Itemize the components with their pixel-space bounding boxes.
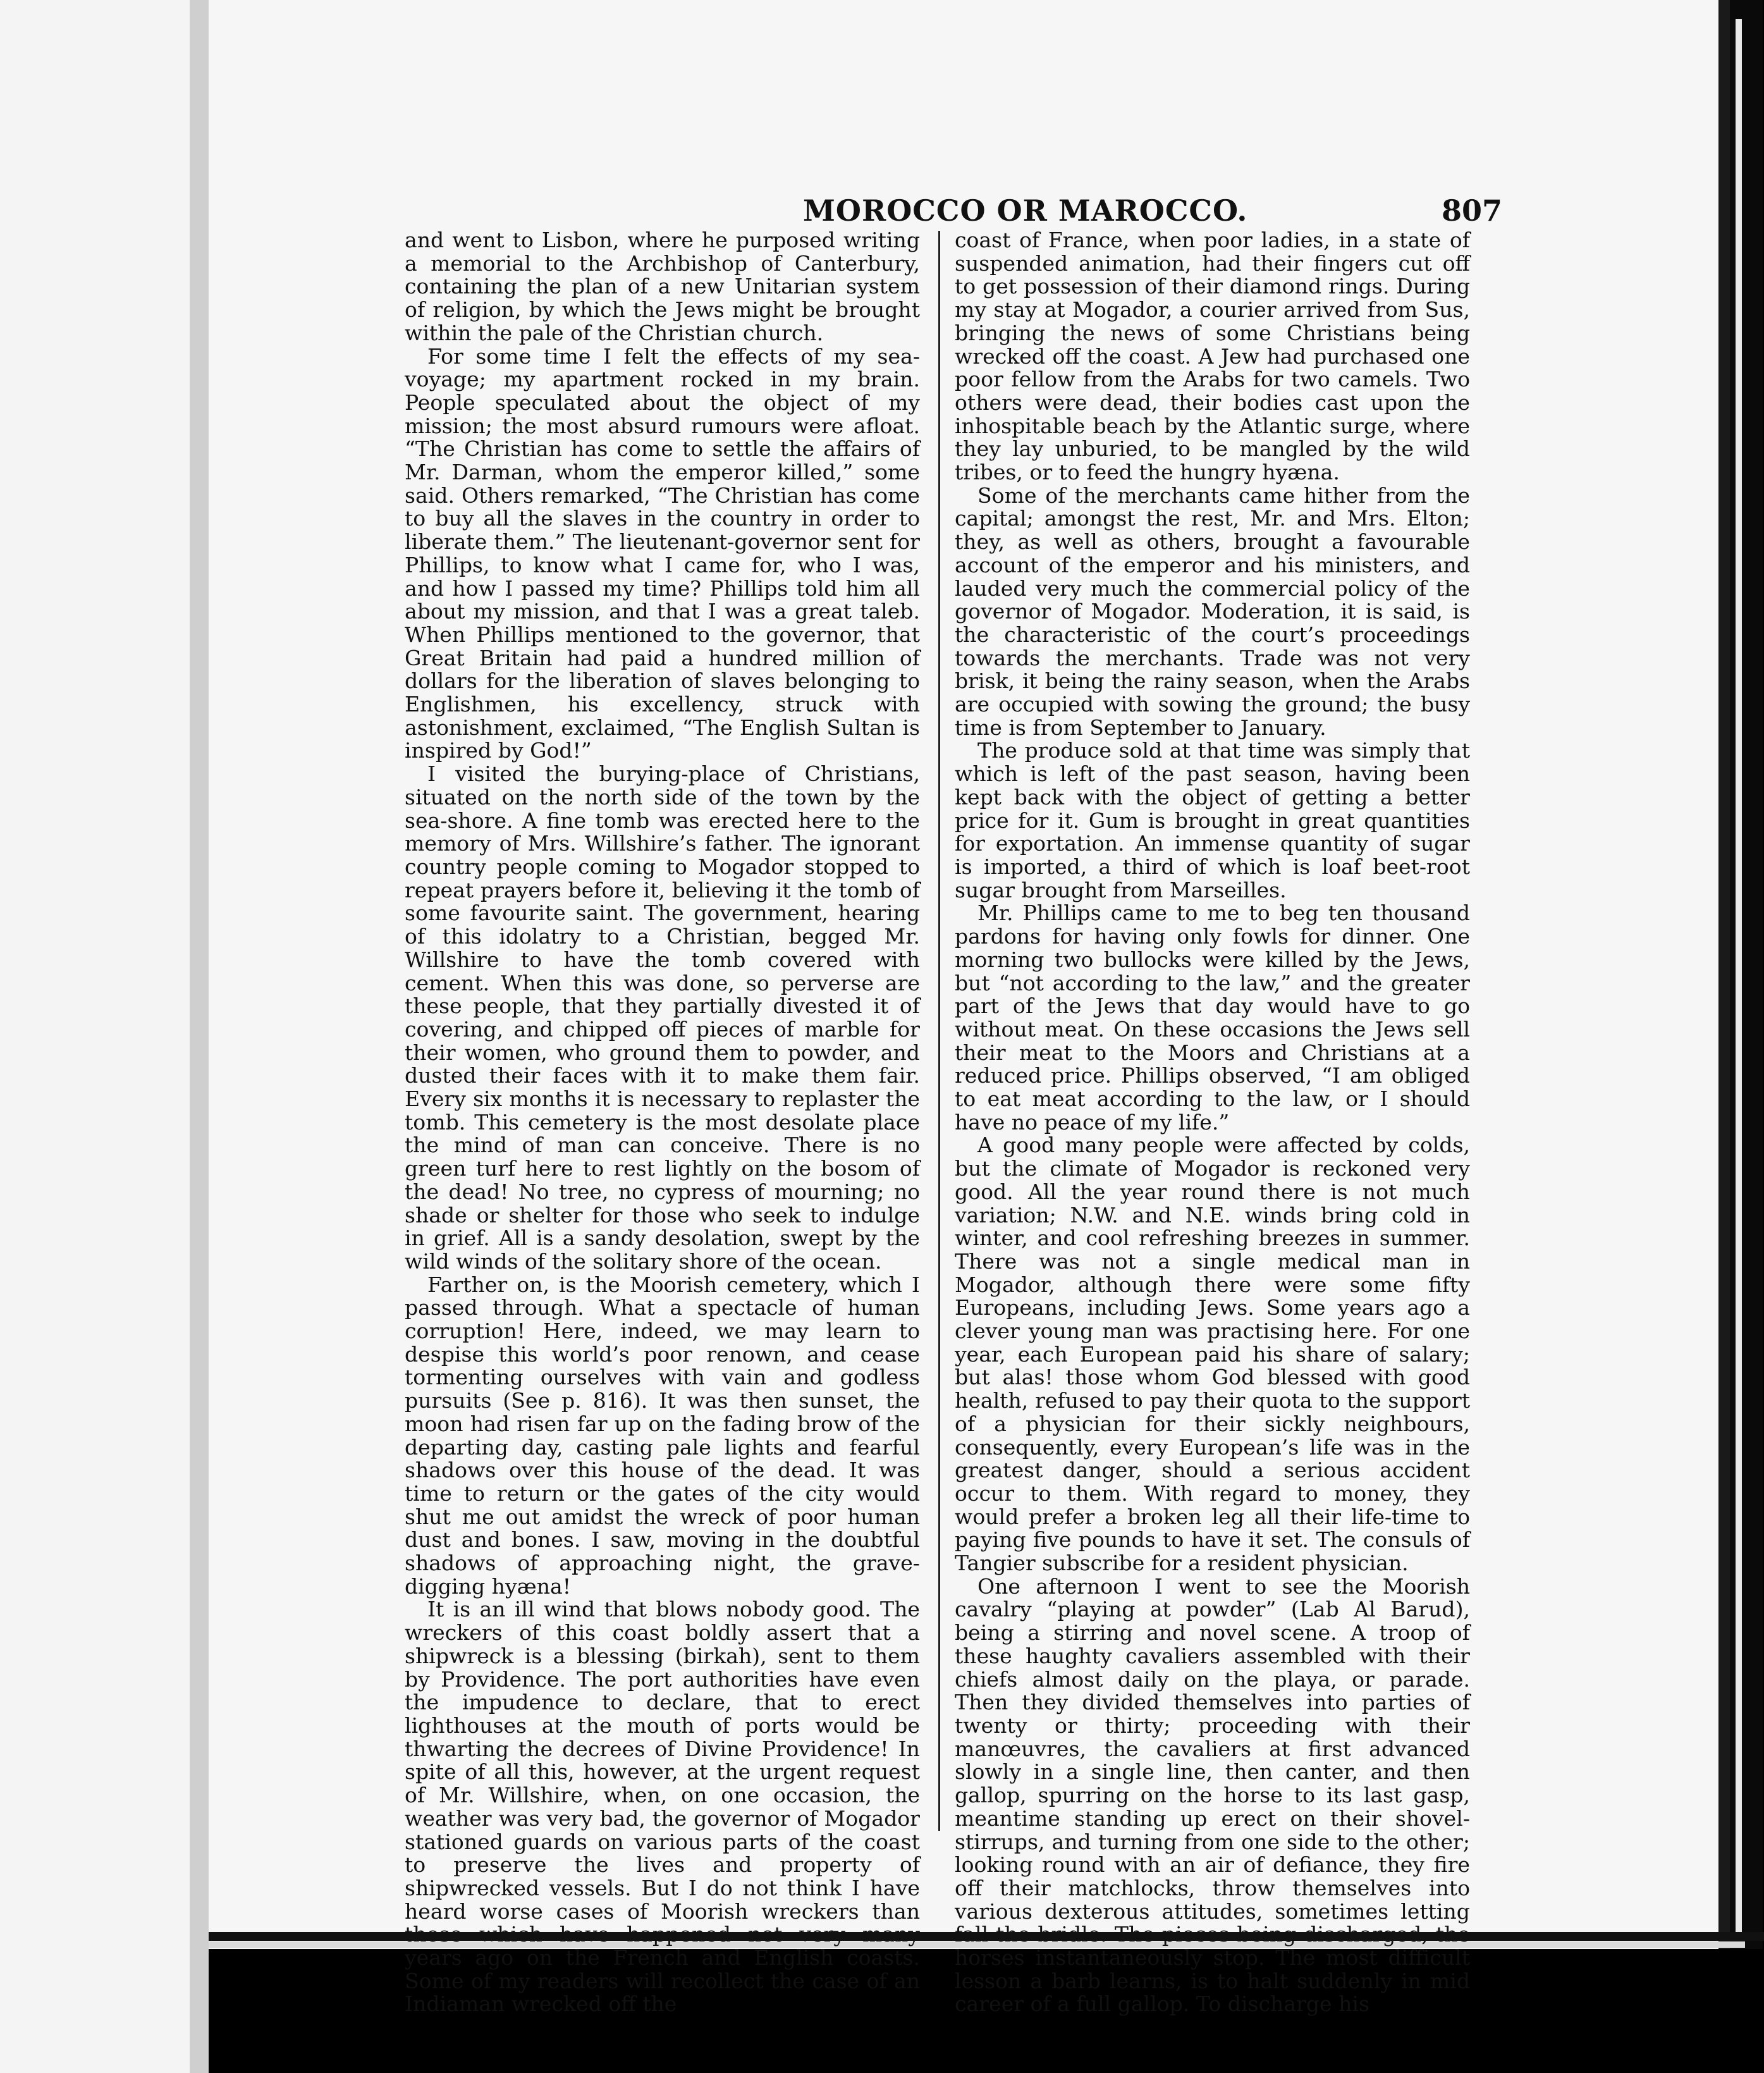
left-text-column (405, 228, 920, 2017)
paragraph: The produce sold at that time was simply that which is left of the past season, having been kept back with the object of getting a better price for it. Gum is brought in great quantities for exportation. An immense quantity of sugar is imported, a third of which is loaf beet-root sugar brought from Marseilles. (955, 738, 1470, 902)
paragraph: coast of France, when poor ladies, in a state of suspended animation, had their fingers cut off to get possession of their diamond rings. During my stay at Mogador, a courier arrived from Sus, bringing the news of some Christians being wrecked off the coast. A Jew had purchased one poor fellow from the Arabs for two camels. Two others were dead, their bodies cast upon the inhospitable beach by the Atlantic surge, where they lay unburied, to be mangled by the wild tribes, or to feed the hungry hyæna. (955, 228, 1470, 485)
paragraph: Mr. Phillips came to me to beg ten thousand pardons for having only fowls for dinner. One morning two bullocks were killed by the Jews, but “not according to the law,” and the greater part of the Jews that day would have to go without meat. On these occasions the Jews sell their meat to the Moors and Christians at a reduced price. Phillips observed, “I am obliged to eat meat according to the law, or I should have no peace of my life.” (955, 901, 1470, 1135)
right-text-column (955, 228, 1470, 2017)
paragraph: One afternoon I went to see the Moorish cavalry “playing at powder” (Lab Al Barud), being a stirring and novel scene. A troop of these haughty cavaliers assembled with their chiefs almost daily on the playa, or parade. Then they divided themselves into parties of twenty or thirty; proceeding with their manœuvres, the cavaliers at first advanced slowly in a single line, then canter, and then gallop, spurring on the horse to its last gasp, meantime standing up erect on their shovel-stirrups, and turning from one side to the other; looking round with an air of defiance, they fire off their matchlocks, throw themselves into various dexterous attitudes, sometimes letting fall the bridle. The pieces being discharged, the horses instantaneously stop. The most difficult lesson a barb learns, is to halt suddenly in mid career of a full gallop. To discharge his (955, 1573, 1470, 2017)
paragraph: It is an ill wind that blows nobody good. The wreckers of this coast boldly assert that a shipwreck is a blessing (birkah), sent to them by Providence. The port authorities have even the impudence to declare, that to erect lighthouses at the mouth of ports would be thwarting the decrees of Divine Providence! In spite of all this, however, at the urgent request of Mr. Willshire, when, on one occasion, the weather was very bad, the governor of Mogador stationed guards on various parts of the coast to preserve the lives and property of shipwrecked vessels. But I do not think I have heard worse cases of Moorish wreckers than those which have happened not very many years ago on the French and English coasts. Some of my readers will recollect the case of an Indiaman wrecked off the (405, 1597, 920, 2017)
paragraph: For some time I felt the effects of my sea-voyage; my apartment rocked in my brain. People speculated about the object of my mission; the most absurd rumours were afloat. “The Christian has come to settle the affairs of Mr. Darman, whom the emperor killed,” some said. Others remarked, “The Christian has come to buy all the slaves in the country in order to liberate them.” The lieutenant-governor sent for Phillips, to know what I came for, who I was, and how I passed my time? Phillips told him all about my mission, and that I was a great taleb. When Phillips mentioned to the governor, that Great Britain had paid a hundred million of dollars for the liberation of slaves belonging to Englishmen, his excellency, struck with astonishment, exclaimed, “The English Sultan is inspired by God!” (405, 343, 920, 763)
page-number: 807 (1442, 194, 1503, 228)
paragraph: and went to Lisbon, where he purposed writing a memorial to the Archbishop of Canterbury, containing the plan of a new Unitarian system of religion, by which the Jews might be brought within the pale of the Christian church. (405, 228, 920, 345)
paragraph: Some of the merchants came hither from the capital; amongst the rest, Mr. and Mrs. Elton; they, as well as others, brought a favourable account of the emperor and his ministers, and lauded very much the commercial policy of the governor of Mogador. Moderation, it is said, is the characteristic of the court’s proceedings towards the merchants. Trade was not very brisk, it being the rainy season, when the Arabs are occupied with sowing the ground; the busy time is from September to January. (955, 483, 1470, 740)
scan-border-right (1718, 0, 1730, 2073)
column-divider (938, 231, 940, 1831)
previous-page-edge (0, 0, 190, 2073)
running-head: MOROCCO OR MAROCCO. (803, 194, 1248, 228)
page-gutter (190, 0, 210, 2073)
paragraph: I visited the burying-place of Christians, situated on the north side of the town by the sea-shore. A fine tomb was erected here to the memory of Mrs. Willshire’s father. The ignorant country people coming to Mogador stopped to repeat prayers before it, believing it the tomb of some favourite saint. The government, hearing of this idolatry to a Christian, begged Mr. Willshire to have the tomb covered with cement. When this was done, so perverse are these people, that they partially divested it of covering, and chipped off pieces of marble for their women, who ground them to powder, and dusted their faces with it to make them fair. Every six months it is necessary to replaster the tomb. This cemetery is the most desolate place the mind of man can conceive. There is no green turf here to rest lightly on the bosom of the dead! No tree, no cypress of mourning; no shade or shelter for those who seek to indulge in grief. All is a sandy desolation, swept by the wild winds of the solitary shore of the ocean. (405, 761, 920, 1274)
paragraph: Farther on, is the Moorish cemetery, which I passed through. What a spectacle of human corruption! Here, indeed, we may learn to despise this world’s poor renown, and cease tormenting ourselves with vain and godless pursuits (See p. 816). It was then sunset, the moon had risen far up on the fading brow of the departing day, casting pale lights and fearful shadows over this house of the dead. It was time to return or the gates of the city would shut me out amidst the wreck of poor human dust and bones. I saw, moving in the doubtful shadows of approaching night, the grave-digging hyæna! (405, 1272, 920, 1599)
paragraph: A good many people were affected by colds, but the climate of Mogador is reckoned very good. All the year round there is not much variation; N.W. and N.E. winds bring cold in winter, and cool refreshing breezes in summer. There was not a single medical man in Mogador, although there were some fifty Europeans, including Jews. Some years ago a clever young man was practising here. For one year, each European paid his share of salary; but alas! those whom God blessed with good health, refused to pay their quota to the support of a physician for their sickly neighbours, consequently, every European’s life was in the greatest danger, should a serious accident occur to them. With regard to money, they would prefer a broken leg all their life-time to paying five pounds to have it set. The consuls of Tangier subscribe for a resident physician. (955, 1133, 1470, 1576)
page-header (405, 190, 1503, 228)
scan-border-stripe (1736, 19, 1742, 1935)
scan-border-right-outer (1730, 0, 1763, 2073)
